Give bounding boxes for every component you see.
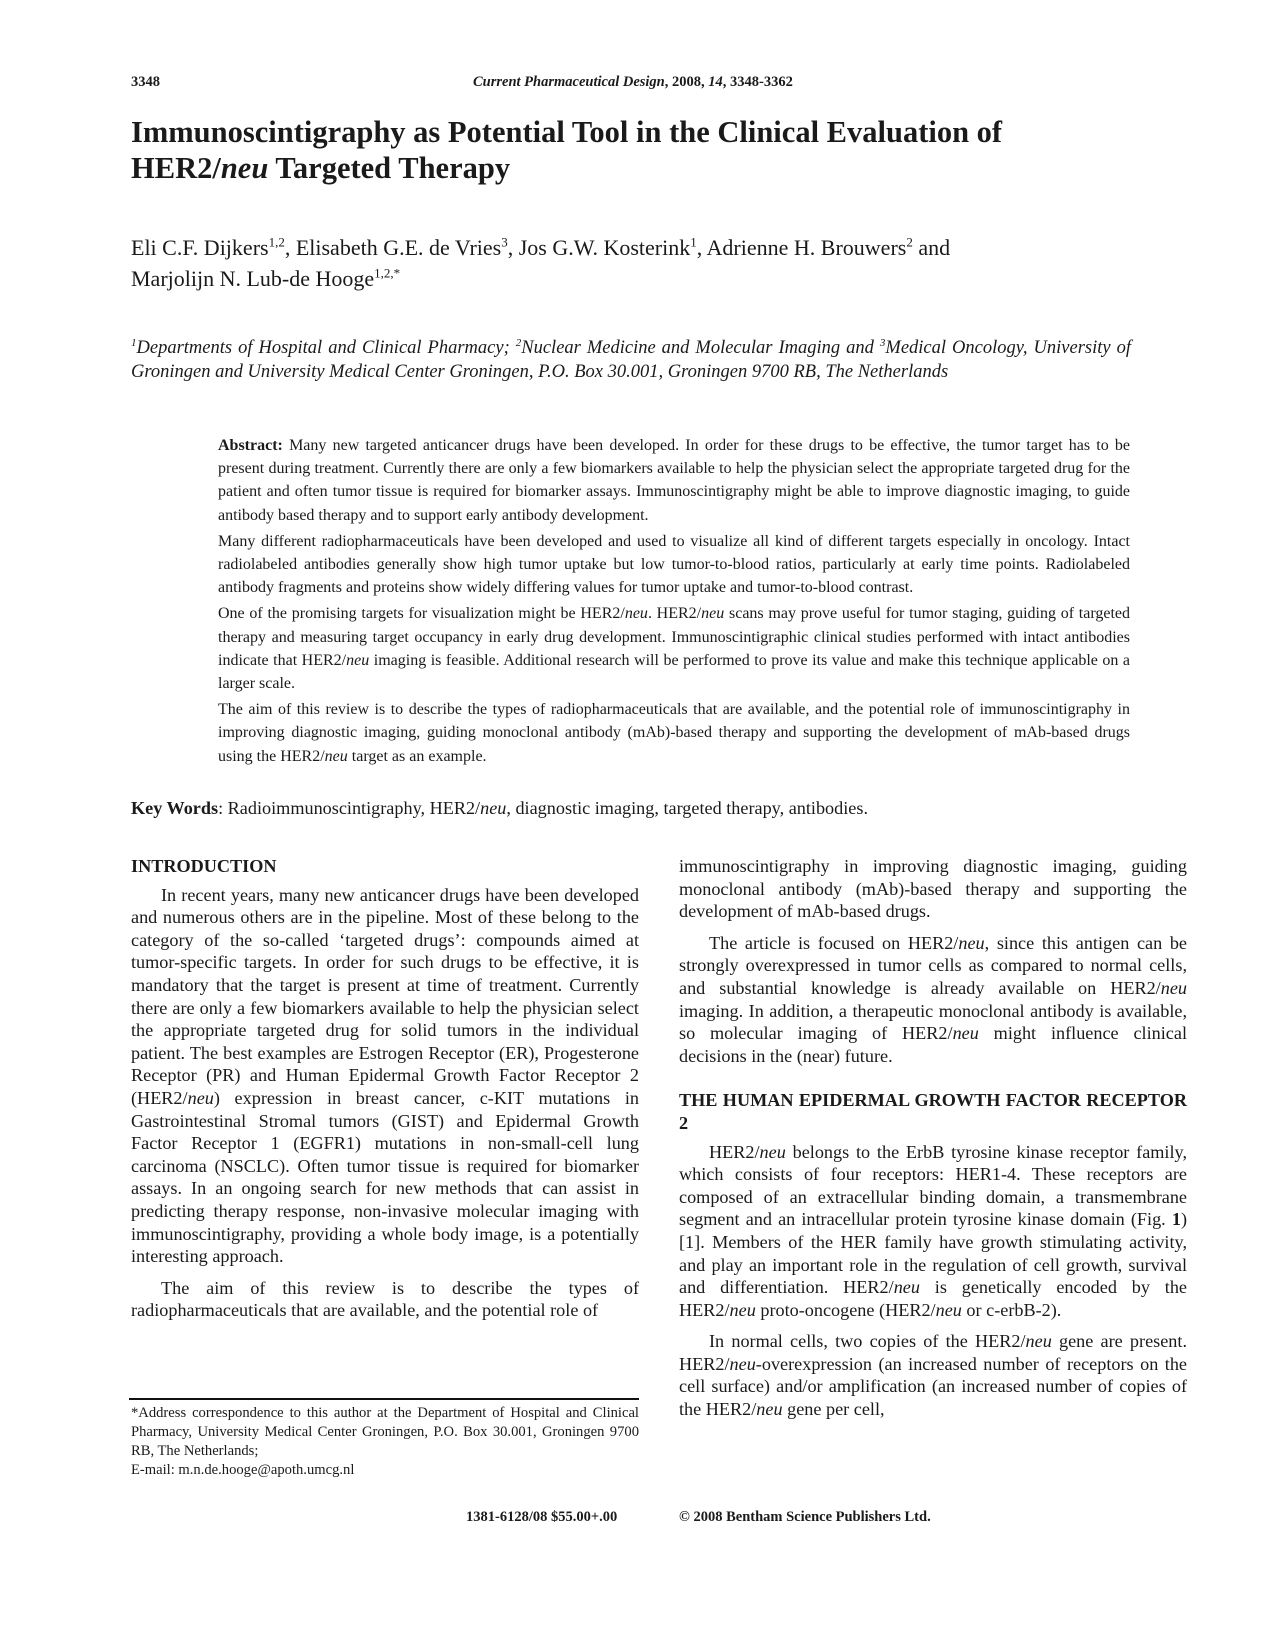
abstract-paragraph: The aim of this review is to describe the types of radiopharmaceuticals that are available, and the potential role of immunoscintigraphy in improving diagnostic imaging, guiding monoclonal antibody (mAb)-based therapy and supporting the development of mAb-based drugs using the HER2/neu target as an example. (218, 701, 1130, 765)
figure-reference[interactable]: 1 (1171, 1209, 1181, 1230)
article-title: Immunoscintigraphy as Potential Tool in the Clinical Evaluation of HER2/neu Targeted Therapy (131, 115, 1003, 185)
author: Eli C.F. Dijkers$^{1,2}$, (131, 234, 296, 260)
copyright-notice: © 2008 Bentham Science Publishers Ltd. (679, 1509, 931, 1525)
body-paragraph: In recent years, many new anticancer drugs have been developed and numerous others are in the pipeline. Most of these belong to the category of the so-called ‘targeted drugs’: compounds aimed at tumor-specific targets. In order for such drugs to be effective, it is mandatory that the target is present at time of treatment. Currently there are only a few biomarkers available to help the physician select the appropriate targeted drug for solid tumors in the individual patient. The best examples are Estrogen Receptor (ER), Progesterone Receptor (PR) and Human Epidermal Growth Factor Receptor 2 (HER2/neu) expression in breast cancer, c-KIT mutations in Gastrointestinal Stromal tumors (GIST) and Epidermal Growth Factor Receptor 1 (EGFR1) mutations in non-small-cell lung carcinoma (NSCLC). Often tumor tissue is required for biomarker assays. In an ongoing search for new methods that can assist in predicting therapy response, non-invasive molecular imaging with immunoscintigraphy, providing a whole body image, is a potentially interesting approach. (131, 884, 639, 1267)
journal-citation: Current Pharmaceutical Design, 2008, 14, 3348-3362 (473, 74, 793, 90)
author: Jos G.W. Kosterink$^1$, (518, 234, 707, 260)
left-column (131, 855, 639, 1331)
body-paragraph: HER2/neu belongs to the ErbB tyrosine kinase receptor family, which consists of four receptors: HER1-4. These receptors are composed of an extracellular binding domain, a transmembrane segment and an intracellular protein tyrosine kinase domain (Fig. 1) [1]. Members of the HER family have growth stimulating activity, and play an important role in the regulation of cell growth, survival and differentiation. HER2/neu is genetically encoded by the HER2/neu proto-oncogene (HER2/neu or c-erbB-2). (679, 1141, 1187, 1320)
author: Adrienne H. Brouwers$^2$ and (706, 234, 951, 260)
running-header (131, 74, 1131, 94)
body-paragraph: The article is focused on HER2/neu, since this antigen can be strongly overexpressed in tumor cells as compared to normal cells, and substantial knowledge is already available on HER2/neu imaging. In addition, a therapeutic monoclonal antibody is available, so molecular imaging of HER2/neu might influence clinical decisions in the (near) future. (679, 932, 1187, 1066)
section-heading-introduction: INTRODUCTION (131, 856, 277, 876)
page-number: 3348 (131, 74, 160, 90)
email-address[interactable]: E-mail: m.n.de.hooge@apoth.umcg.nl (131, 1462, 355, 1478)
correspondence-footnote: *Address correspondence to this author at the Department of Hospital and Clinical Pharmacy, University Medical Center Groningen, P.O. Box 30.001, Groningen 9700 RB, The Netherlands; E-mail: m.n.de.hooge@apoth.umcg.nl (131, 1405, 639, 1478)
keywords-label: Key Words (131, 798, 219, 818)
abstract-paragraph: Abstract: Many new targeted anticancer drugs have been developed. In order for these drugs to be effective, the tumor target has to be present during treatment. Currently there are only a few biomarkers available to help the physician select the appropriate targeted drug for the patient and often tumor tissue is required for biomarker assays. Immunoscintigraphy might be able to improve diagnostic imaging, to guide antibody based therapy and to support early antibody development. (218, 437, 1130, 524)
author: Marjolijn N. Lub-de Hooge$^{1,2,*}$ (131, 265, 401, 291)
section-heading-her2: THE HUMAN EPIDERMAL GROWTH FACTOR RECEPTOR 2 (679, 1090, 1187, 1133)
footnote-divider (129, 1398, 639, 1400)
abstract (218, 434, 1130, 771)
body-paragraph: In normal cells, two copies of the HER2/neu gene are present. HER2/neu-overexpression (an increased number of receptors on the cell surface) and/or amplification (an increased number of copies of the HER2/neu gene per cell, (679, 1331, 1187, 1420)
body-paragraph: The aim of this review is to describe the types of radiopharmaceuticals that are available, and the potential role of (131, 1277, 639, 1321)
abstract-label: Abstract: (218, 437, 283, 454)
keywords: Key Words: Radioimmunoscintigraphy, HER2/neu, diagnostic imaging, targeted therapy, antibodies. (131, 798, 868, 818)
issn-price: 1381-6128/08 $55.00+.00 (466, 1509, 618, 1525)
right-column (679, 855, 1187, 1430)
body-paragraph: immunoscintigraphy in improving diagnostic imaging, guiding monoclonal antibody (mAb)-based therapy and supporting the development of mAb-based drugs. (679, 856, 1187, 922)
author-list (131, 232, 1141, 294)
author: Elisabeth G.E. de Vries$^3$, (295, 234, 519, 260)
abstract-paragraph: One of the promising targets for visualization might be HER2/neu. HER2/neu scans may prove useful for tumor staging, guiding of targeted therapy and measuring target occupancy in early drug development. Immunoscintigraphic clinical studies performed with intact antibodies indicate that HER2/neu imaging is feasible. Additional research will be performed to prove its value and make this technique applicable on a larger scale. (218, 605, 1131, 693)
affiliations: $^1$Departments of Hospital and Clinical Pharmacy; $^2$Nuclear Medicine and Molecular Imaging and $^3$Medical Oncology, University of Groningen and University Medical Center Groningen, P.O. Box 30.001, Groningen 9700 RB, The Netherlands (131, 336, 1131, 382)
abstract-paragraph: Many different radiopharmaceuticals have been developed and used to visualize all kind of different targets especially in oncology. Intact radiolabeled antibodies generally show high tumor uptake but low tumor-to-blood ratios, particularly at early time points. Radiolabeled antibody fragments and proteins show widely differing values for tumor uptake and tumor-to-blood contrast. (218, 532, 1130, 597)
